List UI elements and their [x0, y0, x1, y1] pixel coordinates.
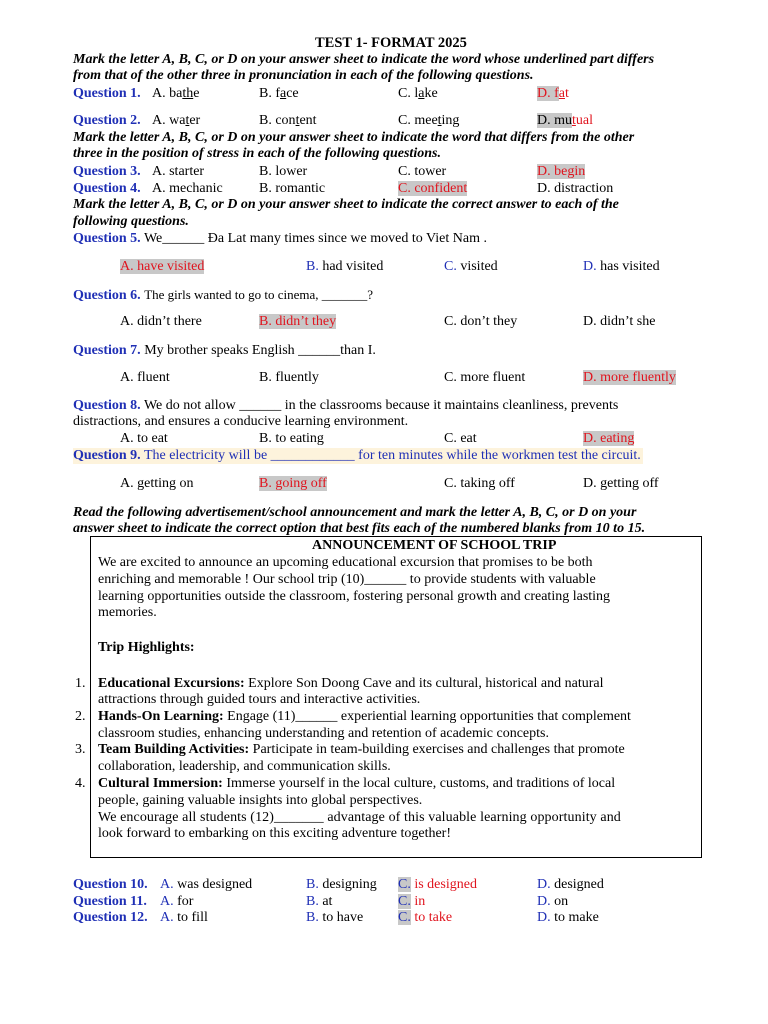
instruction-pronunciation-line1: Mark the letter A, B, C, or D on your answer sheet to indicate the word whose underlined part differs	[73, 52, 655, 67]
question-label: Question 6.	[73, 288, 141, 303]
highlight-item-3: Team Building Activities: Participate in team-building exercises and challenges that promote	[98, 742, 625, 757]
announcement-intro-line3: learning opportunities outside the classroom, fostering personal growth and creating lasting	[98, 589, 611, 604]
question-2	[73, 113, 141, 129]
highlight-item-1-line2: attractions through guided tours and interactive activities.	[98, 692, 421, 707]
q4-option-b[interactable]: B. romantic	[259, 181, 326, 196]
highlight-number: 4.	[75, 776, 86, 791]
q2-option-a[interactable]: A. water	[152, 113, 201, 128]
highlight-item-3-line2: collaboration, leadership, and communication skills.	[98, 759, 391, 774]
highlight-number: 2.	[75, 709, 86, 724]
q5-option-b[interactable]: B. had visited	[306, 259, 384, 274]
q1-option-b[interactable]: B. face	[259, 86, 299, 101]
question-3	[73, 164, 141, 180]
question-label: Question 4.	[73, 181, 141, 196]
q10-option-b[interactable]: B. designing	[306, 877, 377, 892]
announcement-closing-line2: look forward to embarking on this exciting adventure together!	[98, 826, 452, 841]
q5-option-d[interactable]: D. has visited	[583, 259, 660, 274]
q10-option-d[interactable]: D. designed	[537, 877, 604, 892]
instruction-stress-line1: Mark the letter A, B, C, or D on your answer sheet to indicate the word that differs from the other	[73, 130, 635, 145]
q12-option-c[interactable]: C. to take	[398, 910, 453, 925]
question-label: Question 2.	[73, 113, 141, 128]
q2-option-b[interactable]: B. content	[259, 113, 317, 128]
question-stem: The electricity will be ____________ for ten minutes while the workmen test the circuit.	[143, 448, 641, 463]
q6-option-a[interactable]: A. didn’t there	[120, 314, 202, 329]
q8-option-d[interactable]: D. eating	[583, 431, 635, 446]
q7-option-d[interactable]: D. more fluently	[583, 370, 676, 385]
q12-option-d[interactable]: D. to make	[537, 910, 599, 925]
q9-option-c[interactable]: C. taking off	[444, 476, 515, 491]
question-label: Question 9.	[73, 448, 141, 463]
q1-option-a[interactable]: A. bathe	[152, 86, 200, 101]
question-label: Question 10.	[73, 877, 148, 892]
q12-option-a[interactable]: A. to fill	[160, 910, 208, 925]
highlight-item-2: Hands-On Learning: Engage (11)______ experiential learning opportunities that complement	[98, 709, 631, 724]
q8-option-a[interactable]: A. to eat	[120, 431, 168, 446]
instruction-pronunciation-line2: from that of the other three in pronunciation in each of the following questions.	[73, 68, 534, 83]
announcement-intro-line4: memories.	[98, 605, 157, 620]
q3-option-a[interactable]: A. starter	[152, 164, 205, 179]
q8-option-b[interactable]: B. to eating	[259, 431, 324, 446]
highlight-item-1: Educational Excursions: Explore Son Doong Cave and its cultural, historical and natural	[98, 676, 604, 691]
instruction-reading-line2: answer sheet to indicate the correct option that best fits each of the numbered blanks from 10 to 15.	[73, 521, 646, 536]
q11-option-b[interactable]: B. at	[306, 894, 333, 909]
announcement-intro-line2: enriching and memorable ! Our school trip (10)______ to provide students with valuable	[98, 572, 596, 587]
q7-option-b[interactable]: B. fluently	[259, 370, 319, 385]
highlight-number: 1.	[75, 676, 86, 691]
q8-option-c[interactable]: C. eat	[444, 431, 477, 446]
announcement-intro-line1: We are excited to announce an upcoming educational excursion that promises to be both	[98, 555, 593, 570]
question-stem: My brother speaks English ______than I.	[144, 343, 376, 358]
question-label: Question 12.	[73, 910, 148, 925]
q11-option-d[interactable]: D. on	[537, 894, 569, 909]
question-1	[73, 86, 141, 102]
question-label: Question 7.	[73, 343, 141, 358]
highlights-title: Trip Highlights:	[98, 640, 195, 655]
question-label: Question 11.	[73, 894, 147, 909]
q3-option-b[interactable]: B. lower	[259, 164, 308, 179]
q7-option-c[interactable]: C. more fluent	[444, 370, 526, 385]
instruction-reading-line1: Read the following advertisement/school announcement and mark the letter A, B, C, or D on your	[73, 505, 637, 520]
q10-option-a[interactable]: A. was designed	[160, 877, 253, 892]
q1-option-c[interactable]: C. lake	[398, 86, 438, 101]
question-label: Question 1.	[73, 86, 141, 101]
question-stem: The girls wanted to go to cinema, _______?	[144, 287, 374, 302]
q7-option-a[interactable]: A. fluent	[120, 370, 170, 385]
q11-option-a[interactable]: A. for	[160, 894, 194, 909]
highlight-number: 3.	[75, 742, 86, 757]
q4-option-d[interactable]: D. distraction	[537, 181, 614, 196]
question-7	[73, 343, 376, 359]
q6-option-c[interactable]: C. don’t they	[444, 314, 518, 329]
question-9	[73, 448, 643, 464]
q11-option-c[interactable]: C. in	[398, 894, 426, 909]
question-4	[73, 181, 141, 197]
instruction-correct-line1: Mark the letter A, B, C, or D on your answer sheet to indicate the correct answer to each of the	[73, 197, 619, 212]
instruction-stress-line2: three in the position of stress in each of the following questions.	[73, 146, 441, 161]
q5-option-a[interactable]: A. have visited	[120, 259, 205, 274]
q6-option-d[interactable]: D. didn’t she	[583, 314, 656, 329]
question-8	[73, 398, 618, 414]
q4-option-c[interactable]: C. confident	[398, 181, 468, 196]
highlight-item-4: Cultural Immersion: Immerse yourself in the local culture, customs, and traditions of local	[98, 776, 616, 791]
instruction-correct-line2: following questions.	[73, 214, 189, 229]
question-10	[73, 877, 148, 893]
q2-option-c[interactable]: C. meeting	[398, 113, 460, 128]
question-8-stem-line2: distractions, and ensures a conducive learning environment.	[73, 414, 409, 429]
q1-option-d[interactable]: D. fat	[537, 86, 569, 101]
q9-option-b[interactable]: B. going off	[259, 476, 327, 491]
announcement-title: ANNOUNCEMENT OF SCHOOL TRIP	[312, 538, 557, 553]
highlight-item-4-line2: people, gaining valuable insights into global perspectives.	[98, 793, 423, 808]
q9-option-a[interactable]: A. getting on	[120, 476, 194, 491]
question-stem: We______ Đa Lat many times since we moved to Viet Nam .	[143, 231, 487, 246]
question-11	[73, 894, 147, 910]
page-title: TEST 1- FORMAT 2025	[315, 35, 467, 51]
question-label: Question 3.	[73, 164, 141, 179]
question-label: Question 5.	[73, 231, 141, 246]
q9-option-d[interactable]: D. getting off	[583, 476, 659, 491]
highlight-item-2-line2: classroom studies, enhancing understanding and retention of academic concepts.	[98, 726, 549, 741]
question-stem: We do not allow ______ in the classrooms because it maintains cleanliness, prevents	[143, 398, 619, 413]
q2-option-d[interactable]: D. mutual	[537, 113, 593, 128]
question-12	[73, 910, 148, 926]
question-5	[73, 231, 487, 247]
question-6	[73, 287, 373, 304]
q5-option-c[interactable]: C. visited	[444, 259, 498, 274]
q6-option-b[interactable]: B. didn’t they	[259, 314, 337, 329]
announcement-closing-line1: We encourage all students (12)_______ advantage of this valuable learning opportunity and	[98, 810, 621, 825]
q3-option-c[interactable]: C. tower	[398, 164, 447, 179]
q12-option-b[interactable]: B. to have	[306, 910, 364, 925]
q10-option-c[interactable]: C. is designed	[398, 877, 477, 892]
q4-option-a[interactable]: A. mechanic	[152, 181, 223, 196]
question-label: Question 8.	[73, 398, 141, 413]
q3-option-d[interactable]: D. begin	[537, 164, 586, 179]
